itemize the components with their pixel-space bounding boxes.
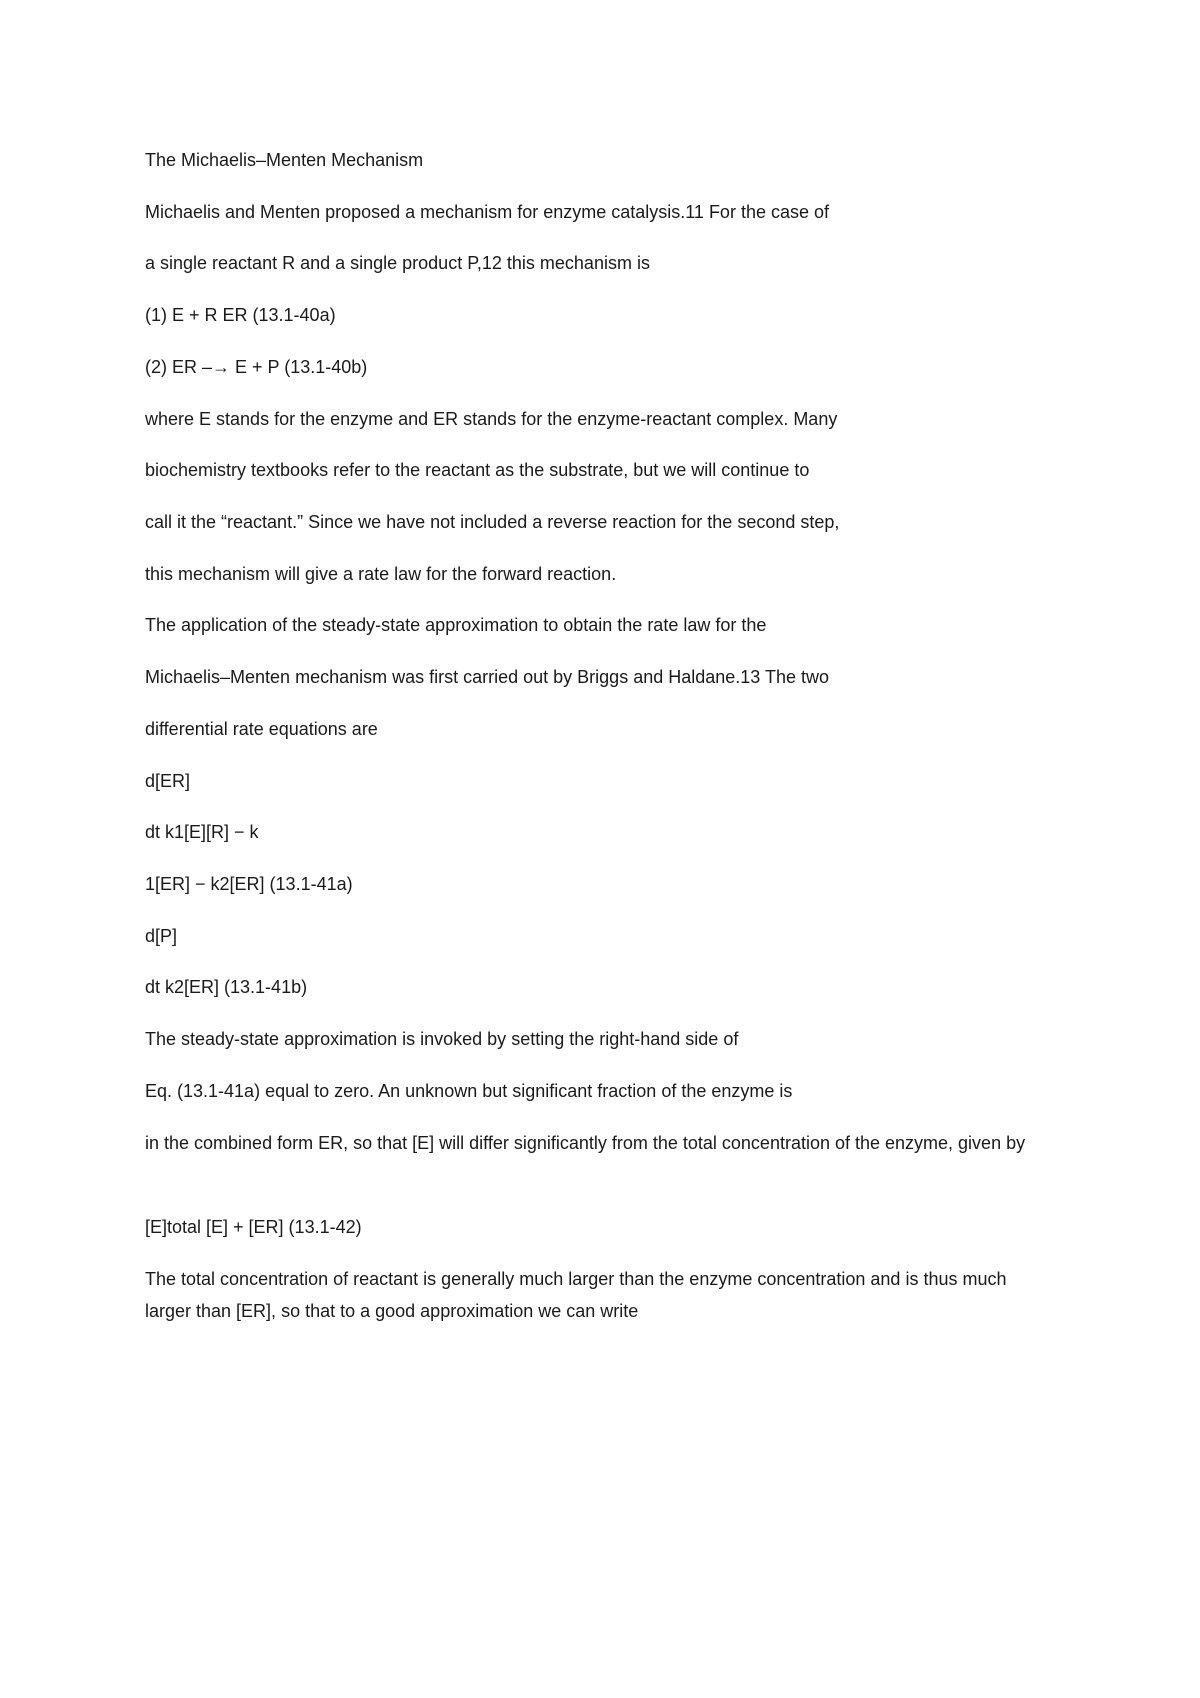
text-line: Eq. (13.1-41a) equal to zero. An unknown but significant fraction of the enzyme is <box>145 1081 793 1101</box>
equation-line: 1[ER] − k2[ER] (13.1-41a) <box>145 874 353 894</box>
equation-line: (1) E + R ER (13.1-40a) <box>145 305 336 325</box>
text-paragraph: in the combined form ER, so that [E] will differ significantly from the total concentration of the enzyme, given by <box>145 1133 1026 1153</box>
text-line: where E stands for the enzyme and ER stands for the enzyme-reactant complex. Many <box>145 409 838 429</box>
equation-line: d[P] <box>145 926 178 946</box>
equation-line: d[ER] <box>145 771 191 791</box>
text-line: biochemistry textbooks refer to the reactant as the substrate, but we will continue to <box>145 460 810 480</box>
equation-line: dt k2[ER] (13.1-41b) <box>145 977 308 997</box>
equation-line: (2) ER –→ E + P (13.1-40b) <box>145 357 368 377</box>
text-line: call it the “reactant.” Since we have not included a reverse reaction for the second step, <box>145 512 840 532</box>
document-title: The Michaelis–Menten Mechanism <box>145 150 424 170</box>
text-line: Michaelis–Menten mechanism was first carried out by Briggs and Haldane.13 The two <box>145 667 829 687</box>
text-line: The steady-state approximation is invoked by setting the right-hand side of <box>145 1029 739 1049</box>
text-line: The application of the steady-state approximation to obtain the rate law for the <box>145 615 767 635</box>
text-line: a single reactant R and a single product P,12 this mechanism is <box>145 253 650 273</box>
text-line: this mechanism will give a rate law for the forward reaction. <box>145 564 617 584</box>
text-line: Michaelis and Menten proposed a mechanism for enzyme catalysis.11 For the case of <box>145 202 829 222</box>
equation-line: dt k1[E][R] − k <box>145 822 259 842</box>
text-line: differential rate equations are <box>145 719 378 739</box>
text-paragraph: The total concentration of reactant is generally much larger than the enzyme concentration and is thus much larger than [ER], so that to a good approximation we can write <box>145 1269 1007 1321</box>
equation-line: [E]total [E] + [ER] (13.1-42) <box>145 1217 362 1237</box>
